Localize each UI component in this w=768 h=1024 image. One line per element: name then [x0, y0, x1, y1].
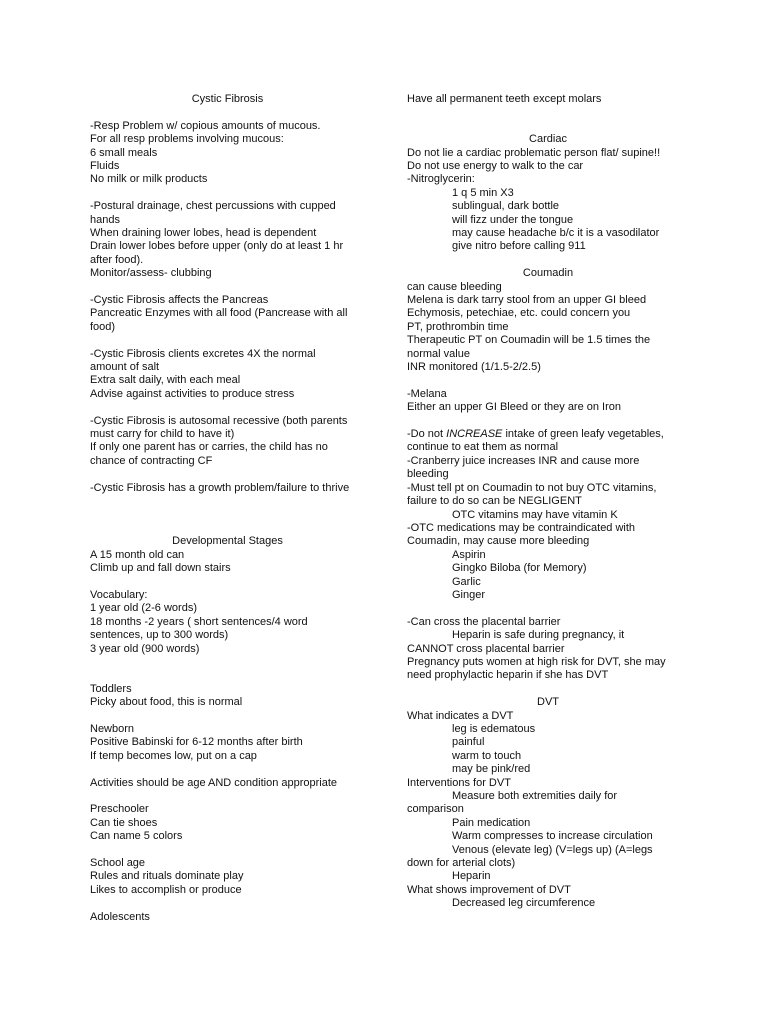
blank-line [90, 897, 365, 910]
text-line: Aspirin [452, 548, 486, 561]
blank-line [90, 281, 365, 294]
blank-line [90, 508, 365, 521]
text-line: painful [452, 736, 485, 749]
text-line: For all resp problems involving mucous: [90, 133, 284, 146]
text-line: Climb up and fall down stairs [90, 562, 231, 575]
text-line: Preschooler [90, 803, 149, 816]
text-line: Positive Babinski for 6-12 months after birth [90, 736, 303, 749]
text-line: PT, prothrombin time [407, 320, 509, 333]
text-line: -Nitroglycerin: [407, 173, 475, 186]
text-line: Garlic [452, 575, 481, 588]
text-line: sentences, up to 300 words) [90, 629, 229, 642]
text-line: amount of salt [90, 361, 160, 374]
text-line: Picky about food, this is normal [90, 696, 243, 709]
text-line: No milk or milk products [90, 173, 208, 186]
text-line: When draining lower lobes, head is dependent [90, 227, 317, 240]
blank-line [90, 656, 365, 669]
text-line: -Cystic Fibrosis is autosomal recessive (both parents [90, 414, 348, 427]
text-line: bleeding [407, 468, 449, 481]
text-line: failure to do so can be NEGLIGENT [407, 495, 582, 508]
text-line: may be pink/red [452, 763, 531, 776]
blank-line [90, 522, 365, 535]
text-line: A 15 month old can [90, 548, 185, 561]
text-line: -Melana [407, 387, 447, 400]
text-line: sublingual, dark bottle [452, 200, 560, 213]
text-line: Heparin is safe during pregnancy, it [452, 629, 625, 642]
text-line: Do not lie a cardiac problematic person flat/ supine!! [407, 146, 661, 159]
blank-line [90, 495, 365, 508]
text-line: Vocabulary: [90, 588, 148, 601]
section-heading: Coumadin [522, 267, 574, 280]
text-line: Monitor/assess- clubbing [90, 267, 212, 280]
text-line: Can name 5 colors [90, 830, 183, 843]
text-line: normal value [407, 347, 470, 360]
text-line: Activities should be age AND condition appropriate [90, 776, 338, 789]
text-line: 1 q 5 min X3 [452, 186, 514, 199]
line-text: intake of green leafy vegetables, [502, 428, 664, 441]
text-line: Therapeutic PT on Coumadin will be 1.5 times the [407, 334, 651, 347]
text-line: can cause bleeding [407, 280, 502, 293]
emphasis-text: INCREASE [446, 428, 503, 441]
text-line: Interventions for DVT [407, 776, 511, 789]
text-line: Rules and rituals dominate play [90, 870, 244, 883]
blank-line [90, 669, 365, 682]
text-line [407, 428, 689, 441]
text-line: -Must tell pt on Coumadin to not buy OTC vitamins, [407, 481, 657, 494]
text-line: Newborn [90, 722, 135, 735]
blank-line [407, 602, 689, 615]
text-line: leg is edematous [452, 722, 536, 735]
blank-line [90, 844, 365, 857]
text-line: CANNOT cross placental barrier [407, 642, 565, 655]
text-line: -Postural drainage, chest percussions with cupped [90, 200, 336, 213]
text-line: Either an upper GI Bleed or they are on Iron [407, 401, 622, 414]
text-line: hands [90, 213, 120, 226]
text-line: Venous (elevate leg) (V=legs up) (A=legs [452, 843, 653, 856]
text-line: continue to eat them as normal [407, 441, 559, 454]
text-line: Decreased leg circumference [452, 897, 596, 910]
text-line: warm to touch [452, 749, 522, 762]
text-line: Extra salt daily, with each meal [90, 374, 241, 387]
text-line: Pain medication [452, 816, 531, 829]
text-line: -Cystic Fibrosis affects the Pancreas [90, 294, 269, 307]
text-line: -Can cross the placental barrier [407, 615, 561, 628]
text-line: -Cystic Fibrosis clients excretes 4X the normal [90, 347, 316, 360]
section-heading: Cardiac [529, 133, 567, 146]
text-line: -Cranberry juice increases INR and cause more [407, 454, 640, 467]
line-text: -Do not [407, 428, 447, 441]
text-line: Have all permanent teeth except molars [407, 93, 602, 105]
text-line: If only one parent has or carries, the child has no [90, 441, 328, 454]
blank-line [90, 106, 365, 119]
text-line: food) [90, 320, 116, 333]
text-line: INR monitored (1/1.5-2/2.5) [407, 361, 541, 374]
text-line: Do not use energy to walk to the car [407, 160, 584, 172]
text-line: Can tie shoes [90, 816, 158, 829]
text-line: need prophylactic heparin if she has DVT [407, 669, 609, 682]
text-line: 3 year old (900 words) [90, 642, 200, 655]
text-line: Pregnancy puts women at high risk for DVT, she may [407, 655, 666, 668]
text-line: chance of contracting CF [90, 454, 213, 467]
blank-line [407, 374, 689, 387]
section-heading: Developmental Stages [172, 535, 283, 548]
text-line: after food). [90, 253, 144, 266]
text-line: Advise against activities to produce stress [90, 387, 295, 400]
text-line: give nitro before calling 911 [452, 240, 586, 253]
blank-line [90, 575, 365, 588]
text-line: Coumadin, may cause more bleeding [407, 535, 590, 548]
text-line: If temp becomes low, put on a cap [90, 749, 257, 762]
text-line: Melena is dark tarry stool from an upper GI bleed [407, 294, 647, 307]
text-line: What indicates a DVT [407, 709, 514, 722]
text-line: 1 year old (2-6 words) [90, 602, 197, 615]
text-line: comparison [407, 803, 464, 816]
text-line: What shows improvement of DVT [407, 883, 571, 896]
text-line: Likes to accomplish or produce [90, 883, 242, 896]
text-line: Warm compresses to increase circulation [452, 830, 653, 843]
text-line: Ginger [452, 588, 486, 601]
blank-line [407, 254, 689, 267]
blank-line [90, 710, 365, 723]
text-line: Gingko Biloba (for Memory) [452, 562, 587, 575]
blank-line [90, 468, 365, 481]
blank-line [407, 106, 689, 119]
right-column [407, 93, 689, 911]
left-column [90, 93, 365, 924]
text-line: Adolescents [90, 910, 150, 923]
blank-line [90, 334, 365, 347]
text-line: will fizz under the tongue [452, 213, 574, 226]
text-line: Pancreatic Enzymes with all food (Pancrease with all [90, 307, 348, 320]
text-line: OTC vitamins may have vitamin K [452, 508, 618, 521]
blank-line [407, 683, 689, 696]
text-line: -Cystic Fibrosis has a growth problem/failure to thrive [90, 481, 350, 494]
text-line: may cause headache b/c it is a vasodilator [452, 227, 660, 240]
text-line: must carry for child to have it) [90, 428, 235, 441]
text-line: Echymosis, petechiae, etc. could concern you [407, 307, 631, 320]
text-line: Measure both extremities daily for [452, 790, 618, 803]
text-line: Heparin [452, 870, 491, 883]
text-line: Toddlers [90, 682, 132, 695]
text-line: -Resp Problem w/ copious amounts of mucous. [90, 119, 321, 132]
text-line: School age [90, 856, 146, 869]
blank-line [407, 415, 689, 428]
text-line: down for arterial clots) [407, 857, 516, 870]
text-line: 18 months -2 years ( short sentences/4 word [90, 615, 308, 628]
blank-line [90, 763, 365, 776]
blank-line [90, 790, 365, 803]
text-line: -OTC medications may be contraindicated with [407, 521, 636, 534]
blank-line [90, 401, 365, 414]
text-line: Fluids [90, 160, 120, 173]
blank-line [407, 120, 689, 133]
section-heading: Cystic Fibrosis [191, 93, 264, 105]
text-line: Drain lower lobes before upper (only do at least 1 hr [90, 240, 344, 253]
text-line: 6 small meals [90, 146, 158, 159]
section-heading: DVT [537, 696, 559, 709]
blank-line [90, 187, 365, 200]
